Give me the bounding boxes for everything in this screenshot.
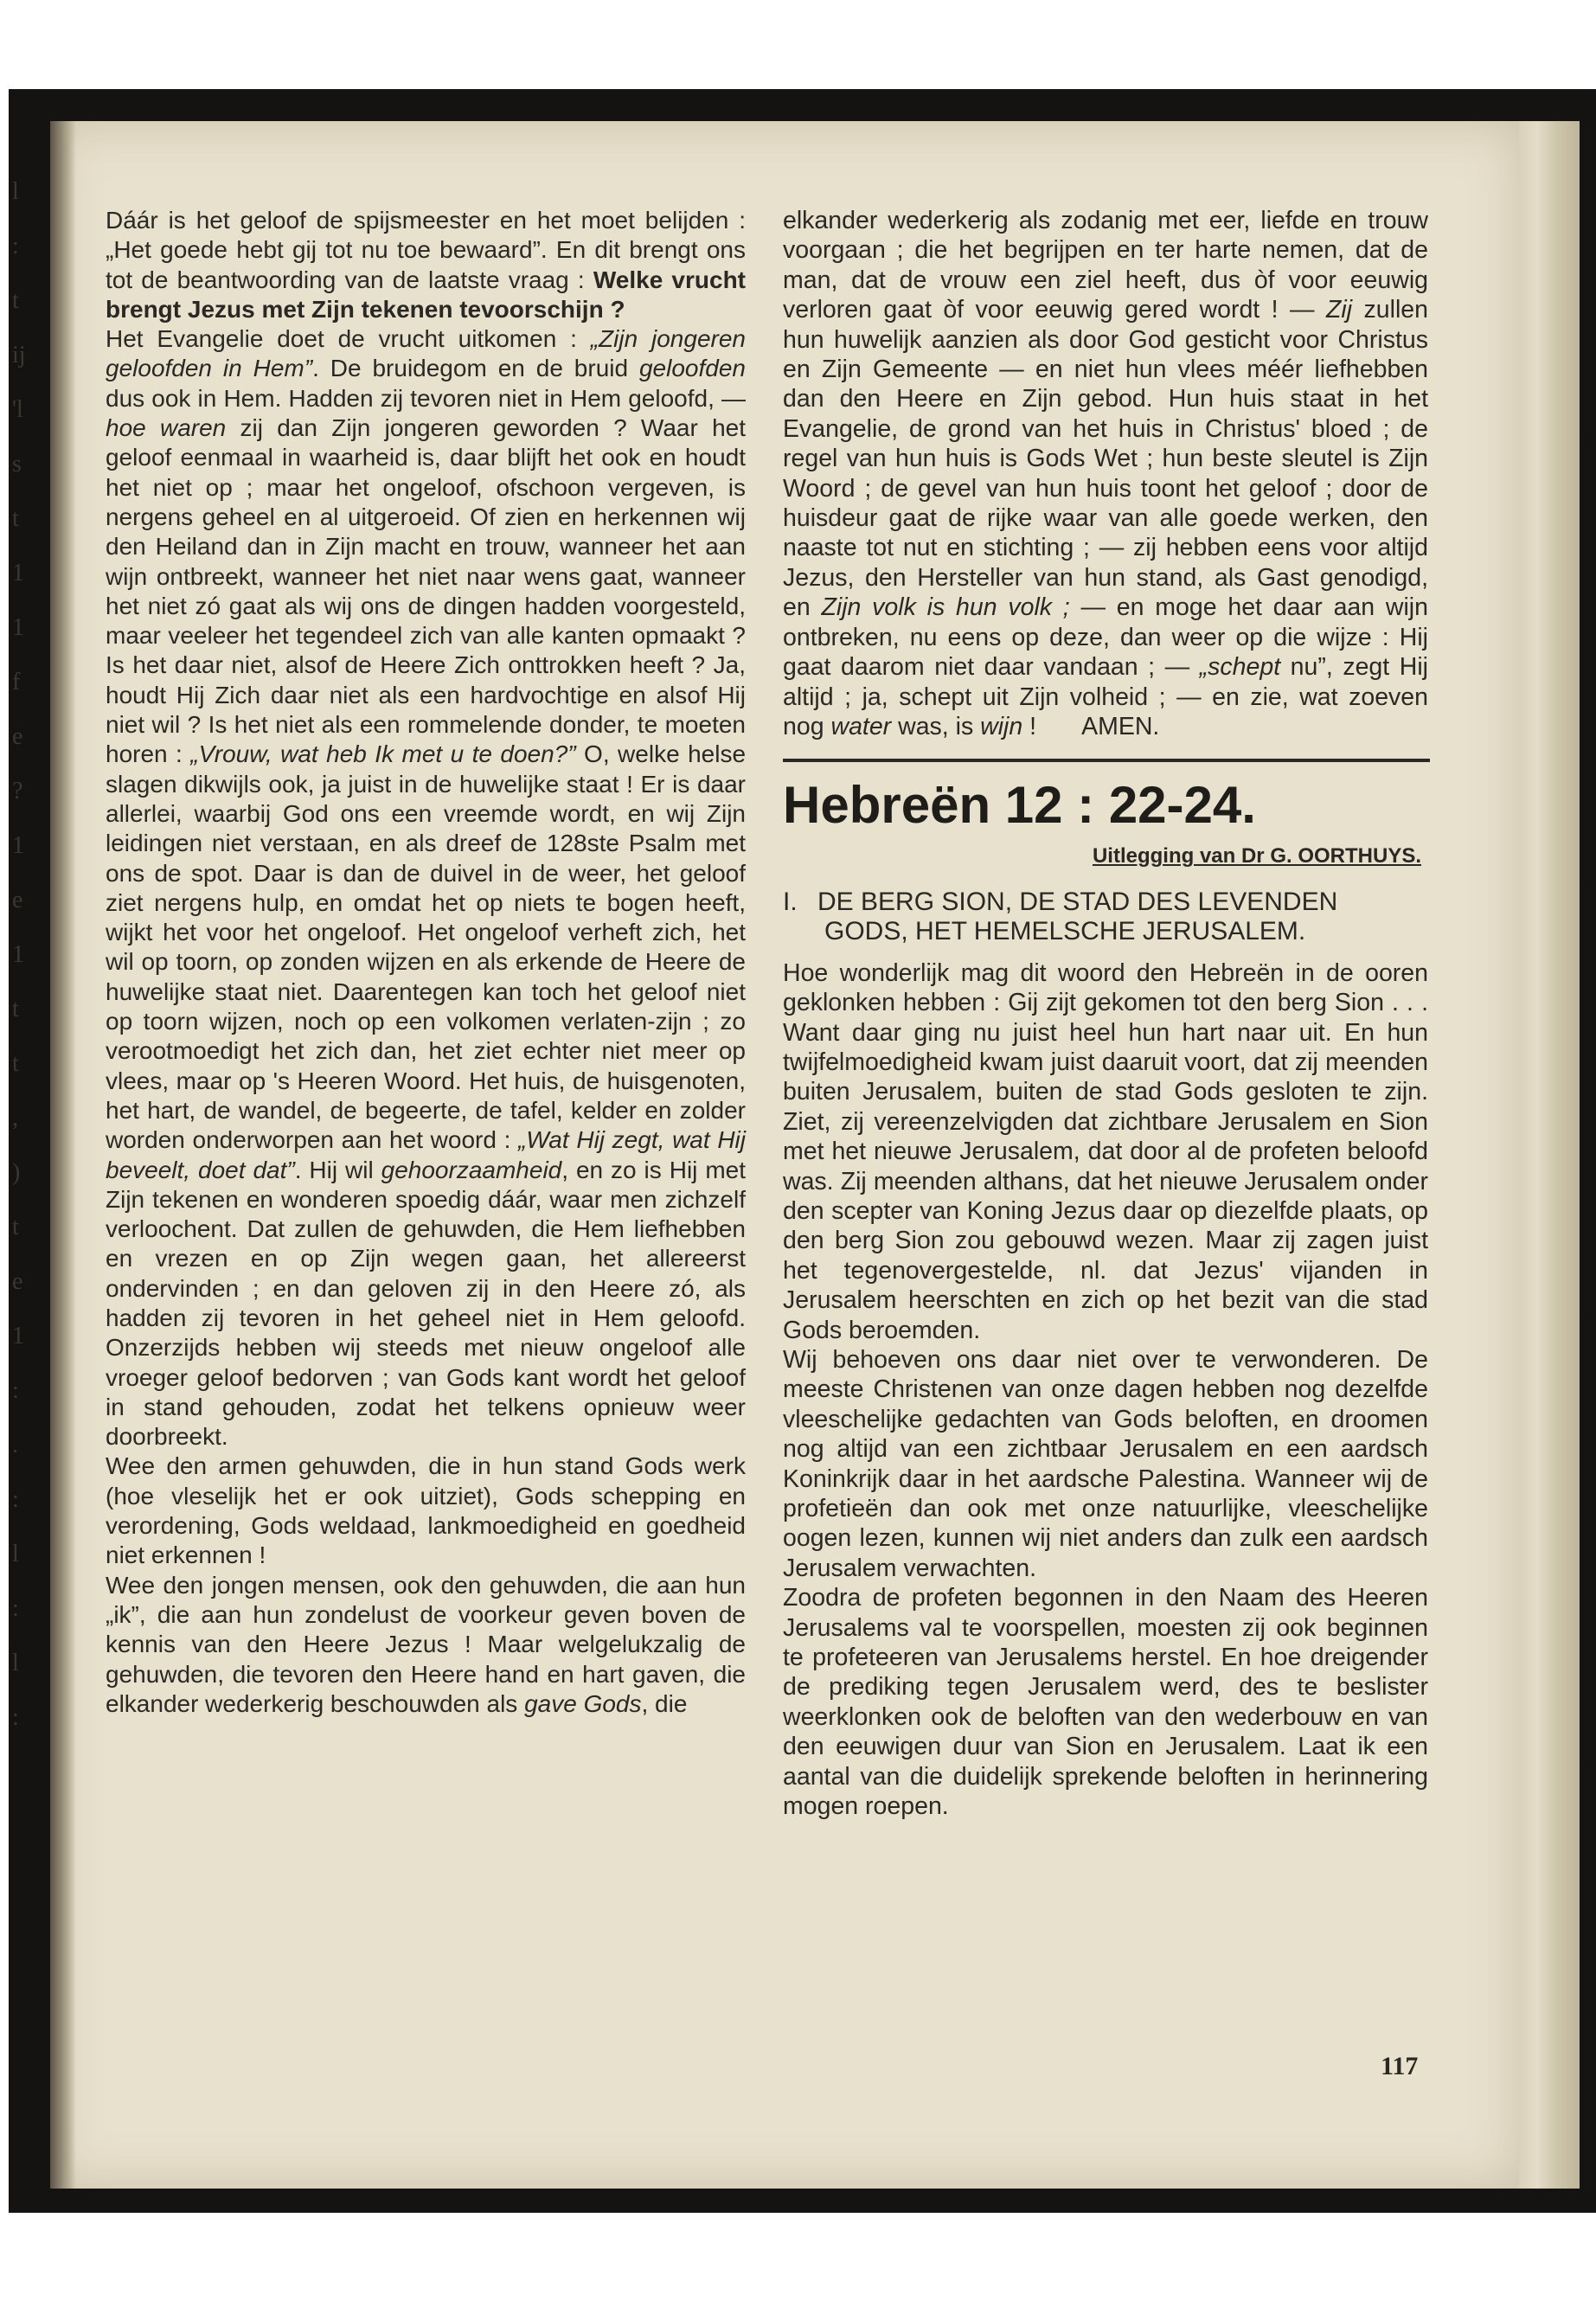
paragraph-evangelie: Het Evangelie doet de vrucht uitkomen : „Zijn jongeren geloofden in Hem”. De bruidegom en de bruid geloofden dus ook in Hem. Hadden zij tevoren niet in Hem geloofd, — hoe waren zij dan Zijn jongeren geworden ? Waar het geloof eenmaal in waarheid is, daar blijft het ook en houdt het niet op ; maar het ongeloof, ofschoon vergeven, is nergens geheel en al uitgeroeid. Of zien en herkennen wij den Heiland dan in Zijn macht en trouw, wanneer het aan wijn ontbreekt, wanneer het niet naar wens gaat, wanneer het niet zó gaat als wij ons de dingen hadden voorgesteld, maar veeleer het tegendeel zich van alle kanten opmaakt ? Is het daar niet, alsof de Heere Zich onttrokken heeft ? Ja, houdt Hij Zich daar niet als een hardvochtige en alsof Hij niet wil ? Is het niet als een rommelende donder, te moeten horen : „Vrouw, wat heb Ik met u te doen?” O, welke helse slagen dikwijls ook, ja juist in de huwelijke staat ! Er is daar allerlei, waarbij God ons een vreemde wordt, en wij Zijn leidingen niet verstaan, en als dreef de 128ste Psalm met ons de spot. Daar is dan de duivel in de weer, het geloof ziet nergens hulp, en omdat het op niets te bogen heeft, wijkt het voor het ongeloof. Het ongeloof verheft zich, het wil op toorn, op zonden wijzen en als erkende de Heere de huwelijke staat niet. Daarentegen kan toch het geloof niet op toorn wijzen, noch op een volkomen verlaten-zijn ; zo verootmoedigt het zich dan, het ziet echter niet meer op vlees, maar op 's Heeren Woord. Het huis, de huisgenoten, het hart, de wandel, de begeerte, de tafel, kelder en zolder worden onderworpen aan het woord : „Wat Hij zegt, wat Hij beveelt, doet dat”. Hij wil gehoorzaamheid, en zo is Hij met Zijn tekenen en wonderen spoedig dáár, waar men zichzelf verloochent. Dat zullen de gehuwden, die Hem liefhebben en vrezen en op Zijn wegen gaan, het allereerst ondervinden ; en dan geloven zij in den Heere zó, als hadden zij tevoren in het geheel niet in Hem geloofd. Onzerzijds hebben wij steeds met nieuw ongeloof alle vroeger geloof bedorven ; van Gods kant wordt het geloof in stand gehouden, zodat het telkens opnieuw weer doorbreekt. (106, 325, 747, 1451)
margin-fragment: t (12, 287, 19, 314)
page-number: 117 (1381, 2052, 1419, 2080)
previous-page-margin-fragments (12, 164, 47, 1745)
margin-fragment: e (12, 723, 23, 750)
margin-fragment: e (12, 1268, 23, 1295)
margin-fragment: l (12, 1650, 19, 1676)
margin-fragment: f (12, 669, 21, 695)
author-byline: Uitlegging van Dr G. OORTHUYS. (1092, 844, 1421, 868)
margin-fragment: e (12, 887, 23, 913)
paragraph-wij-behoeven: Wij behoeven ons daar niet over te verwonderen. De meeste Christenen van onze dagen hebben nog dezelfde vleeschelijke gedachten van Gods beloften, en droomen nog altijd van een zichtbaar Jerusalem en een aardsch Koninkrijk daar in het aardsche Palestina. Wanneer wij de profetieën dan ook met onze natuurlijke, vleeschelijke oogen lezen, kunnen wij niet anders dan zulk een aardsch Jerusalem verwachten. (783, 1346, 1428, 1582)
margin-fragment: 1 (12, 560, 24, 586)
amen: AMEN. (1081, 712, 1160, 740)
margin-fragment: t (12, 505, 19, 532)
margin-fragment: 1 (12, 614, 24, 641)
margin-fragment: 1 (12, 1323, 24, 1349)
paragraph-continuation: elkander wederkerig als zodanig met eer, liefde en trouw voorgaan ; die het begrijpen en ter harte nemen, dat de man, dat de vrouw een ziel heeft, dus òf voor eeuwig verloren gaat òf voor eeuwig gered wordt ! — Zij zullen hun huwelijk aanzien als door God gesticht voor Christus en Zijn Gemeente — en niet hun vlees méér liefhebben dan den Heere en Zijn gebod. Hun huis staat in het Evangelie, de grond van het huis in Christus' bloed ; de regel van hun huis is Gods Wet ; hun beste sleutel is Zijn Woord ; de gevel van hun huis toont het geloof ; door de huisdeur gaat de rijke waar van alle goede werken, den naaste tot nut en stichting ; — zij hebben eens voor altijd Jezus, den Hersteller van hun stand, als Gast genodigd, en Zijn volk is hun volk ; — en moge het daar aan wijn ontbreken, nu eens op deze, dan weer op die wijze : Hij gaat daarom niet daar vandaan ; — „schept nu”, zegt Hij altijd ; ja, schept uit Zijn volheid ; — en zie, wat zoeven nog water was, is wijn ! AMEN. (783, 207, 1428, 740)
margin-fragment: ij (12, 342, 26, 369)
paragraph-zoodra: Zoodra de profeten begonnen in den Naam des Heeren Jerusalems val te voorspellen, moesten zij ook beginnen te profeteeren van Jerusalems herstel. En hoe dreigender de prediking tegen Jerusalem werd, des te beslister weerklonken ook de beloften van den wederbouw en van den eeuwigen duur van Sion en Jerusalem. Laat ik een aantal van die duidelijk sprekende beloften in herinnering mogen roepen. (783, 1584, 1428, 1821)
margin-fragment: . (12, 1432, 18, 1458)
left-column (106, 206, 746, 1719)
paragraph-wee-jongen: Wee den jongen mensen, ook den gehuwden, die aan hun „ik”, die aan hun zondelust de voorkeur geven boven de kennis van den Heere Jezus ! Maar welgelukzalig de gehuwden, die tevoren den Heere hand en hart gaven, die elkander wederkerig beschouwden als gave Gods, die (106, 1571, 746, 1717)
margin-fragment: 1 (12, 941, 24, 968)
paragraph-wee-gehuwden: Wee den armen gehuwden, die in hun stand Gods werk (hoe vleselijk het er ook uitziet), Gods schepping en verordening, Gods weldaad, lankmoedigheid en goedheid niet erkennen ! (106, 1452, 746, 1569)
margin-fragment: t (12, 1050, 19, 1077)
page-edge (1519, 121, 1580, 2189)
section-title: I. DE BERG SION, DE STAD DES LEVENDEN GODS, HET HEMELSCHE JERUSALEM. (783, 887, 1338, 945)
margin-fragment: 'l (12, 396, 23, 423)
margin-fragment: ) (12, 1159, 21, 1186)
margin-fragment: : (12, 1704, 19, 1731)
paragraph-hoe-wonderlijk: Hoe wonderlijk mag dit woord den Hebreën in de ooren geklonken hebben : Gij zijt gekomen tot den berg Sion . . . Want daar ging nu juist heel hun hart naar uit. En hun twijfelmoedigheid kwam juist daaruit voort, dat zij meenden buiten Jerusalem, buiten de stad Gods gesloten te zijn. Ziet, zij vereenzelvigden dat zichtbare Jerusalem en Sion met het nieuwe Jerusalem, dat door al de profeten beloofd was. Zij meenden althans, dat het nieuwe Jerusalem onder den scepter van Koning Jezus daar op diezelfde plaats, op den berg Sion zou gebouwd wezen. Maar zij zagen juist het tegenovergestelde, nl. dat Jezus' vijanden in Jerusalem heerschten en zich op het bezit van die stad Gods beroemden. (783, 958, 1428, 1344)
margin-fragment: l (12, 178, 19, 205)
margin-fragment: : (12, 1377, 19, 1404)
margin-fragment: l (12, 1541, 19, 1567)
article-heading: Hebreën 12 : 22-24. (783, 776, 1256, 835)
margin-fragment: t (12, 996, 19, 1022)
margin-fragment: , (12, 1105, 18, 1131)
margin-fragment: t (12, 1214, 19, 1240)
page-gutter-shadow (50, 121, 76, 2189)
margin-fragment: ? (12, 778, 23, 804)
question-heading: Welke vrucht brengt Jezus met Zijn tekenen tevoorschijn ? (106, 266, 747, 323)
margin-fragment: s (12, 451, 22, 478)
margin-fragment: : (12, 1595, 19, 1622)
section-divider (783, 759, 1430, 762)
paragraph-intro: Dáár is het geloof de spijsmeester en het moet belijden : „Het goede hebt gij tot nu toe bewaard”. En dit brengt ons tot de beantwoording van de laatste vraag : Welke vrucht brengt Jezus met Zijn tekenen tevoorschijn ? (106, 207, 747, 323)
right-column (783, 206, 1428, 1822)
margin-fragment: 1 (12, 832, 24, 859)
margin-fragment: : (12, 233, 19, 260)
margin-fragment: : (12, 1486, 19, 1513)
